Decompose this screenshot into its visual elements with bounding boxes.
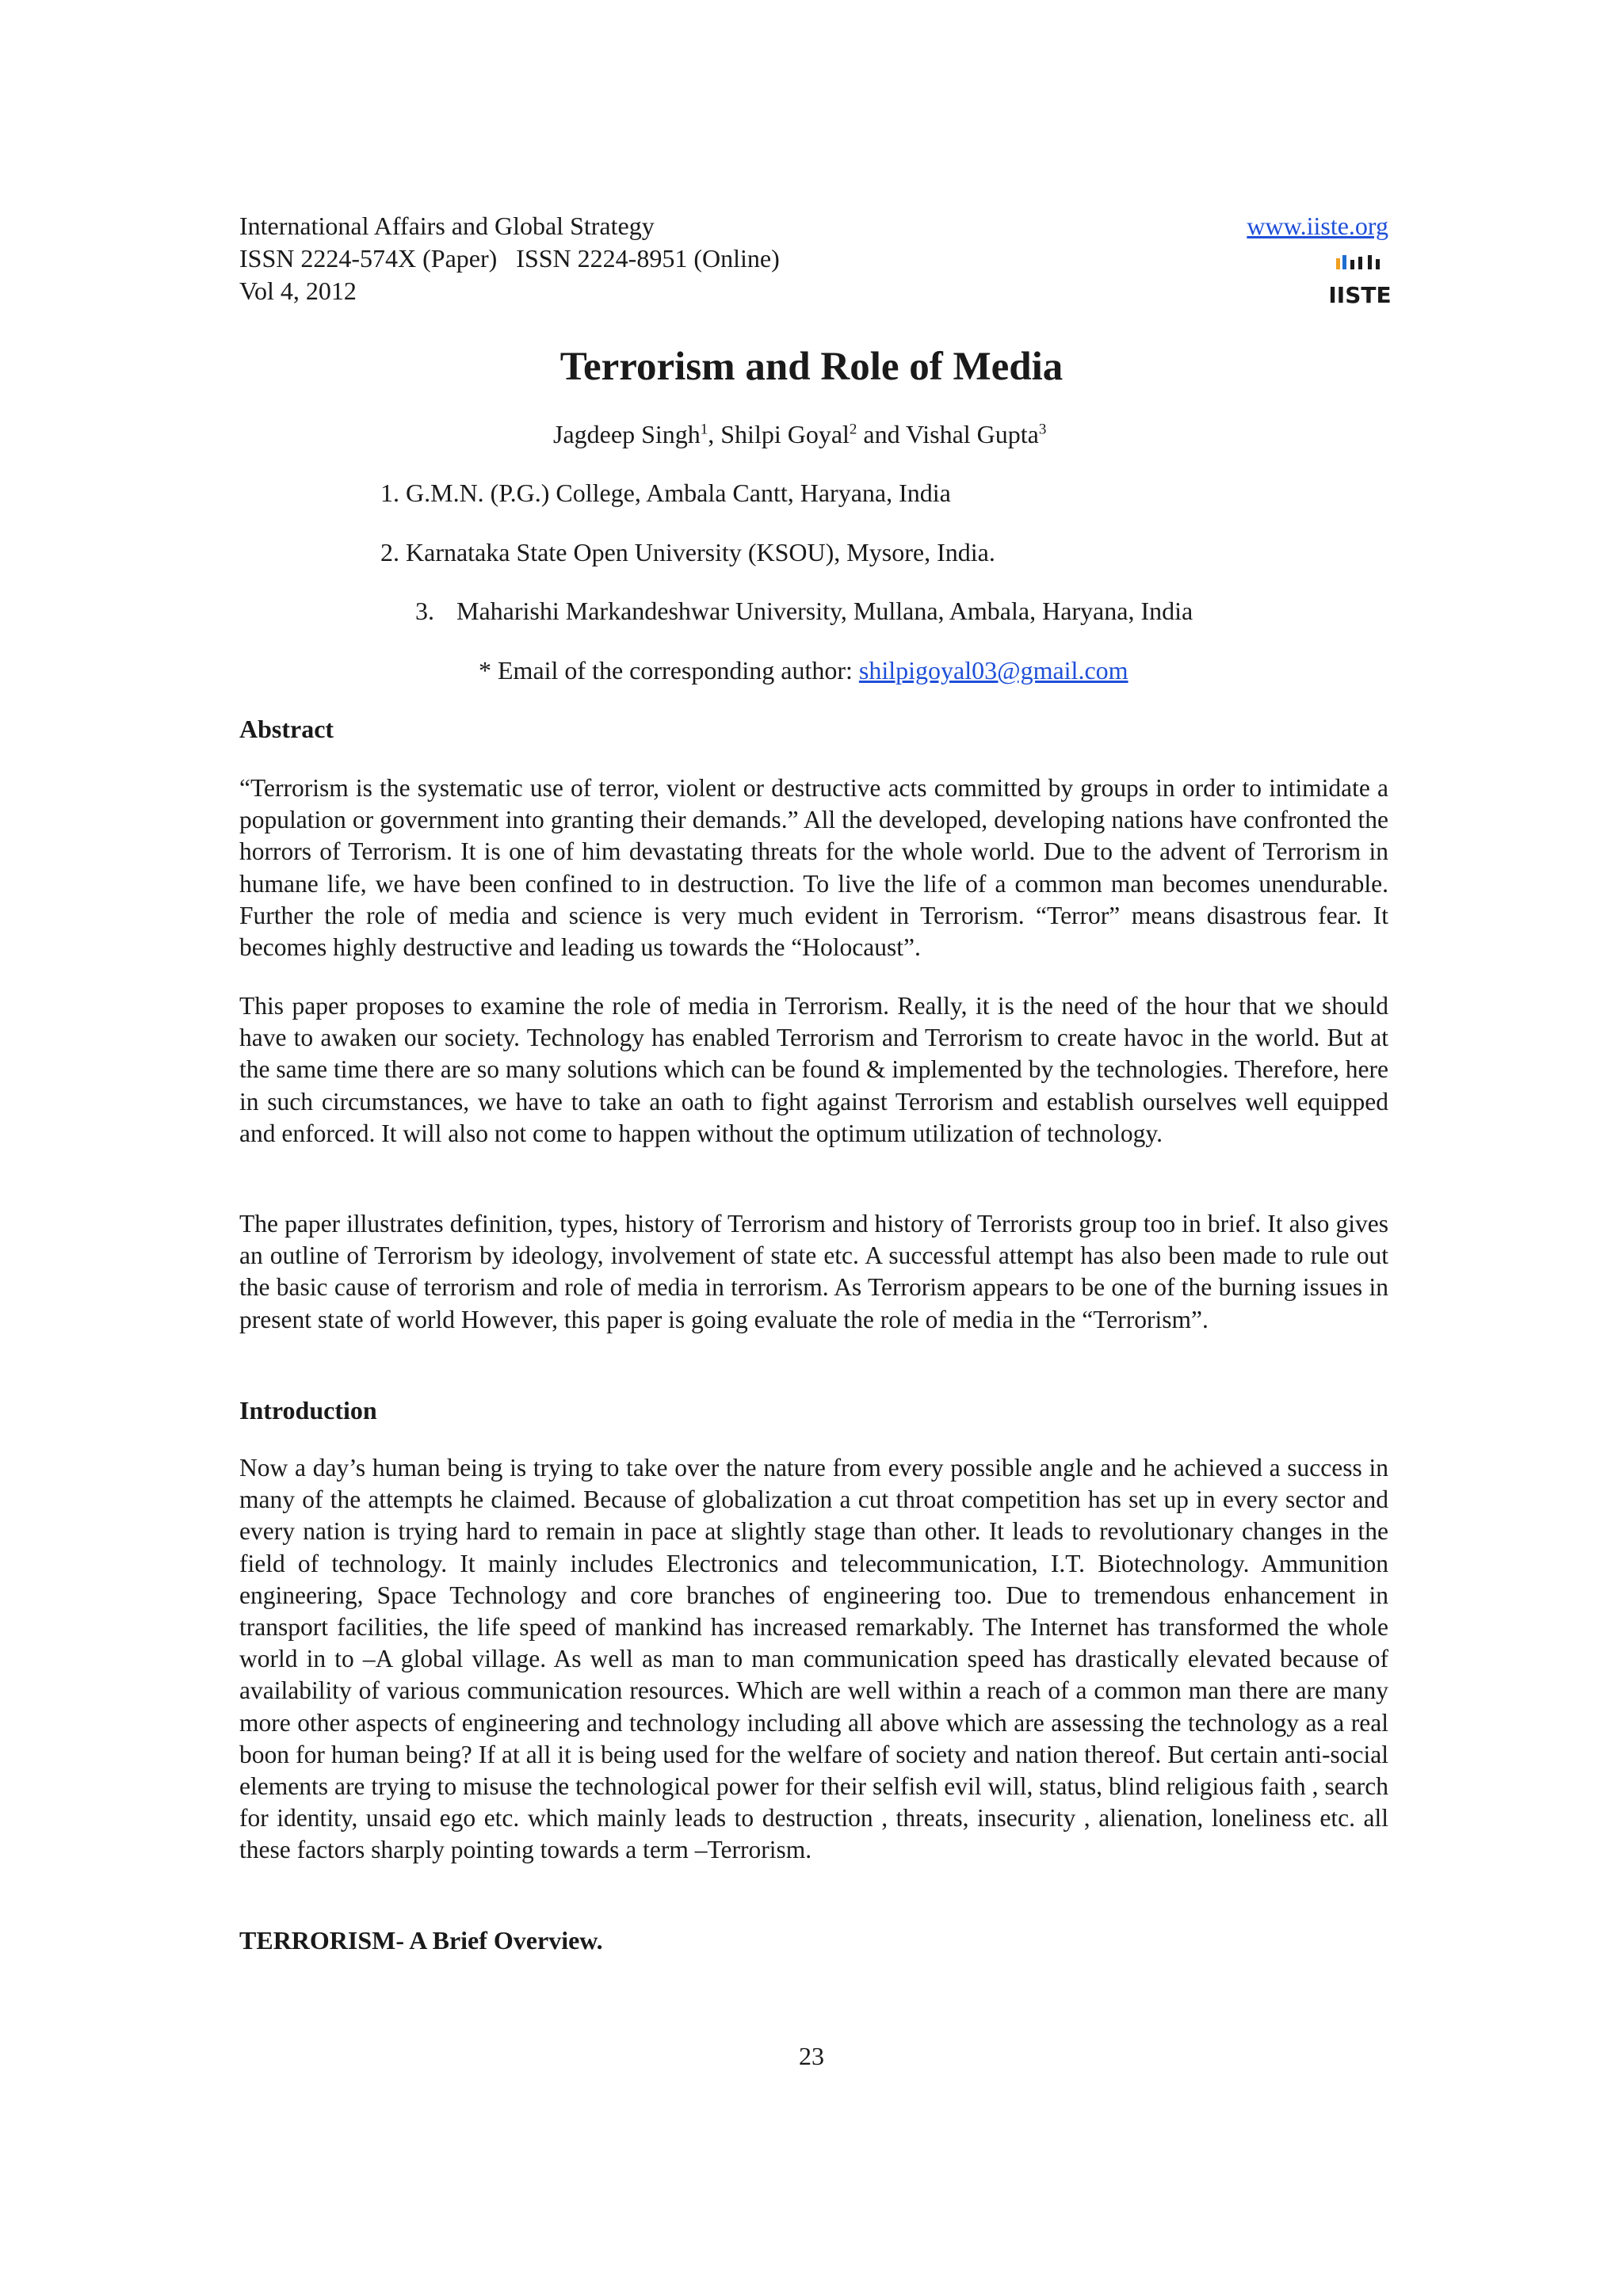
affiliation-3-number: 3. xyxy=(415,597,434,625)
author-separator: and xyxy=(857,420,907,448)
introduction-paragraph: Now a day’s human being is trying to take over the nature from every possible angle and he achieved a success in many of the attempts he claimed. Because of globalization a cut throat competition has set up in every sector and every nation is trying hard to remain in pace at slightly stage than other. It leads to revolutionary changes in the field of technology. It mainly includes Electronics and telecommunication, I.T. Biotechnology. Ammunition engineering, Space Technology and core branches of engineering too. Due to tremendous enhancement in transport facilities, the life speed of mankind has increased remarkably. The Internet has transformed the whole world in to –A global village. As well as man to man communication speed has drastically elevated because of availability of various communication resources. Which are well within a reach of a common man there are many more other aspects of engineering and technology including all above which are assessing the technology as a real boon for human being? If at all it is being used for the welfare of society and nation thereof. But certain anti-social elements are trying to misuse the technological power for their selfish evil will, status, blind religious faith , search for identity, unsaid ego etc. which mainly leads to destruction , threats, insecurity , alienation, loneliness etc. all these factors sharply pointing towards a term –Terrorism. xyxy=(239,1454,1388,1864)
abstract-heading: Abstract xyxy=(239,715,334,743)
author-separator: , xyxy=(708,420,721,448)
email-label: * Email of the corresponding author: xyxy=(479,656,859,685)
author-sup: 1 xyxy=(700,421,708,438)
author-line xyxy=(553,418,1046,450)
section-heading: TERRORISM- A Brief Overview. xyxy=(239,1926,603,1955)
corresponding-email xyxy=(479,654,1128,686)
affiliation-1: 1. G.M.N. (P.G.) College, Ambala Cantt, Haryana, India xyxy=(380,479,951,507)
website-link[interactable]: www.iiste.org xyxy=(1247,212,1388,240)
page-number: 23 xyxy=(799,2042,824,2070)
author-name: Jagdeep Singh xyxy=(553,420,701,448)
affiliation-3-text: Maharishi Markandeshwar University, Mullana, Ambala, Haryana, India xyxy=(456,597,1193,625)
affiliation-2: 2. Karnataka State Open University (KSOU), Mysore, India. xyxy=(380,538,995,566)
iiste-logo xyxy=(1328,252,1392,308)
abstract-paragraph-3: The paper illustrates definition, types, history of Terrorism and history of Terrorists group too in brief. It also gives an outline of Terrorism by ideology, involvement of state etc. A successful attempt has also been made to rule out the basic cause of terrorism and role of media in terrorism. As Terrorism appears to be one of the burning issues in present state of world However, this paper is going evaluate the role of media in the “Terrorism”. xyxy=(239,1210,1388,1333)
issn-paper: ISSN 2224-574X (Paper) xyxy=(239,244,498,273)
paper-title: Terrorism and Role of Media xyxy=(559,345,1064,389)
issn-online: ISSN 2224-8951 (Online) xyxy=(516,244,780,273)
author-sup: 2 xyxy=(849,421,857,438)
author-name: Vishal Gupta xyxy=(906,420,1039,448)
affiliation-3 xyxy=(415,595,1193,627)
email-link[interactable]: shilpigoyal03@gmail.com xyxy=(858,656,1128,685)
author-name: Shilpi Goyal xyxy=(720,420,850,448)
introduction-heading: Introduction xyxy=(239,1396,377,1425)
abstract-paragraph-1: “Terrorism is the systematic use of terror, violent or destructive acts committed by groups in order to intimidate a population or government into granting their demands.” All the developed, developing nations have confronted the horrors of Terrorism. It is one of him devastating threats for the whole world. Due to the advent of Terrorism in humane life, we have been confined to in destruction. To live the life of a common man becomes unendurable. Further the role of media and science is very much evident in Terrorism. “Terror” means disastrous fear. It becomes highly destructive and leading us towards the “Holocaust”. xyxy=(239,774,1388,962)
author-sup: 3 xyxy=(1038,421,1047,438)
abstract-paragraph-2: This paper proposes to examine the role of media in Terrorism. Really, it is the need of the hour that we should have to awaken our society. Technology has enabled Terrorism and Terrorism to create havoc in the world. But at the same time there are so many solutions which can be found & implemented by the technologies. Therefore, here in such circumstances, we have to take an oath to fight against Terrorism and establish ourselves well equipped and enforced. It will also not come to happen without the optimum utilization of technology. xyxy=(239,992,1388,1147)
logo-bars xyxy=(1336,255,1380,269)
volume-info: Vol 4, 2012 xyxy=(239,277,357,305)
logo-text: IISTE xyxy=(1328,282,1392,308)
journal-name: International Affairs and Global Strategy xyxy=(239,212,655,240)
website-link-wrapper xyxy=(1247,210,1388,242)
issn-line xyxy=(239,242,780,274)
